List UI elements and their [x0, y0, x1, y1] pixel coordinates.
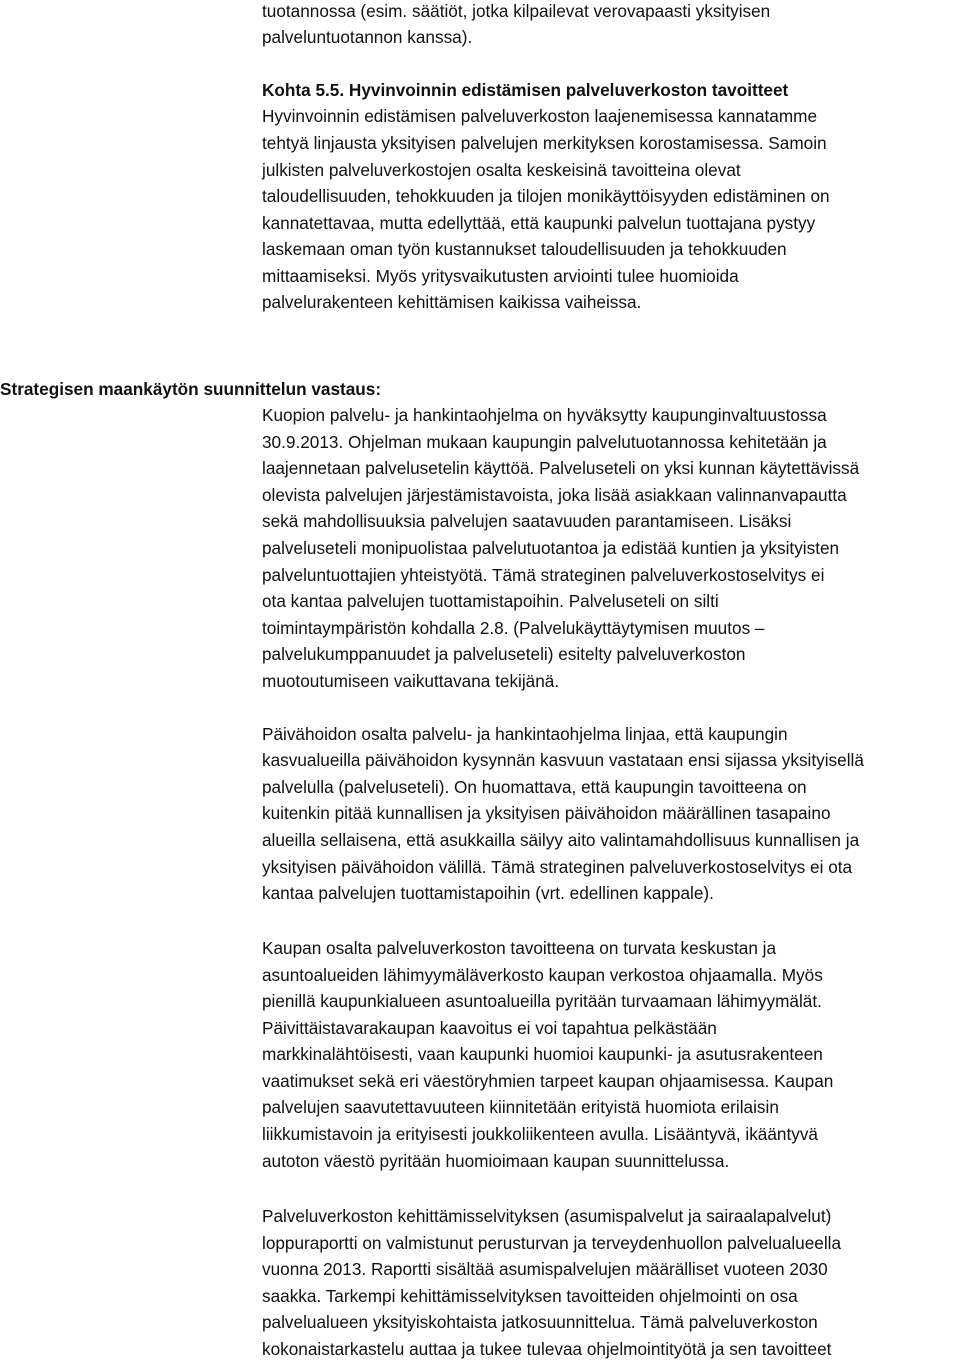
- text-line: markkinalähtöisesti, vaan kaupunki huomioi kaupunki- ja asutusrakenteen: [262, 1044, 823, 1064]
- text-line: kantaa palvelujen tuottamistapoihin (vrt. edellinen kappale).: [262, 883, 714, 903]
- text-line: kannatettavaa, mutta edellyttää, että kaupunki palvelun tuottajana pystyy: [262, 213, 816, 233]
- text-line: laajennetaan palvelusetelin käyttöä. Palveluseteli on yksi kunnan käytettävissä: [262, 458, 860, 478]
- text-line: mittaamiseksi. Myös yritysvaikutusten arviointi tulee huomioida: [262, 266, 739, 286]
- text-line: Hyvinvoinnin edistämisen palveluverkoston laajenemisessa kannatamme: [262, 106, 818, 126]
- text-line: toimintaympäristön kohdalla 2.8. (Palvelukäyttäytymisen muutos –: [262, 618, 765, 638]
- text-line: palveluntuottajien yhteistyötä. Tämä strateginen palveluverkostoselvitys ei: [262, 565, 825, 585]
- text-line: tuotannossa (esim. säätiöt, jotka kilpailevat verovapaasti yksityisen: [262, 1, 771, 21]
- text-line: palvelujen saavutettavuuteen kiinnitetään erityistä huomiota erilaisin: [262, 1097, 779, 1117]
- text-line: tehtyä linjausta yksityisen palvelujen merkityksen korostamisessa. Samoin: [262, 133, 827, 153]
- text-line: palvelulla (palveluseteli). On huomattava, että kaupungin tavoitteena on: [262, 777, 807, 797]
- text-line: palvelurakenteen kehittämisen kaikissa vaiheissa.: [262, 292, 642, 312]
- text-line: kokonaistarkastelu auttaa ja tukee tulevaa ohjelmointityötä ja sen tavoitteet: [262, 1339, 832, 1359]
- text-line: palvelualueen yksityiskohtaista jatkosuunnittelua. Tämä palveluverkoston: [262, 1312, 818, 1332]
- text-line: olevista palvelujen järjestämistavoista, joka lisää asiakkaan valinnanvapautta: [262, 485, 847, 505]
- text-line: taloudellisuuden, tehokkuuden ja tilojen monikäyttöisyyden edistäminen on: [262, 186, 830, 206]
- response-heading: Strategisen maankäytön suunnittelun vastaus:: [0, 379, 382, 399]
- text-line: 30.9.2013. Ohjelman mukaan kaupungin palvelutuotannossa kehitetään ja: [262, 432, 827, 452]
- text-line: Palveluverkoston kehittämisselvityksen (asumispalvelut ja sairaalapalvelut): [262, 1206, 832, 1226]
- text-line: Kaupan osalta palveluverkoston tavoitteena on turvata keskustan ja: [262, 938, 777, 958]
- text-line: autoton väestö pyritään huomioimaan kaupan suunnittelussa.: [262, 1151, 730, 1171]
- text-line: loppuraportti on valmistunut perusturvan ja terveydenhuollon palvelualueella: [262, 1233, 842, 1253]
- text-line: palvelukumppanuudet ja palveluseteli) esitelty palveluverkoston: [262, 644, 746, 664]
- text-line: ota kantaa palvelujen tuottamistapoihin. Palveluseteli on silti: [262, 591, 719, 611]
- text-line: alueilla sellaisena, että asukkailla säilyy aito valintamahdollisuus kunnallisen ja: [262, 830, 860, 850]
- text-line: liikkumistavoin ja erityisesti joukkoliikenteen avulla. Lisääntyvä, ikääntyvä: [262, 1124, 818, 1144]
- text-line: vaatimukset sekä eri väestöryhmien tarpeet kaupan ohjaamisessa. Kaupan: [262, 1071, 834, 1091]
- text-line: Päivittäistavarakaupan kaavoitus ei voi tapahtua pelkästään: [262, 1018, 717, 1038]
- text-line: asuntoalueiden lähimyymäläverkosto kaupan verkostoa ohjaamalla. Myös: [262, 965, 823, 985]
- text-line: Päivähoidon osalta palvelu- ja hankintaohjelma linjaa, että kaupungin: [262, 724, 788, 744]
- text-line: saakka. Tarkempi kehittämisselvityksen tavoitteiden ohjelmointi on osa: [262, 1286, 798, 1306]
- text-line: palveluseteli monipuolistaa palvelutuotantoa ja edistää kuntien ja yksityisten: [262, 538, 840, 558]
- text-line: kasvualueilla päivähoidon kysynnän kasvuun vastataan ensi sijassa yksityisellä: [262, 750, 864, 770]
- text-line: sekä mahdollisuuksia palvelujen saatavuuden parantamiseen. Lisäksi: [262, 511, 792, 531]
- text-line: kuitenkin pitää kunnallisen ja yksityisen päivähoidon määrällinen tasapaino: [262, 803, 831, 823]
- text-line: julkisten palveluverkostojen osalta keskeisinä tavoitteina olevat: [262, 160, 741, 180]
- text-line: vuonna 2013. Raportti sisältää asumispalvelujen määrälliset vuoteen 2030: [262, 1259, 828, 1279]
- text-line: laskemaan oman työn kustannukset taloudellisuuden ja tehokkuuden: [262, 239, 787, 259]
- section-heading: Kohta 5.5. Hyvinvoinnin edistämisen palveluverkoston tavoitteet: [262, 80, 789, 100]
- text-line: pienillä kaupunkialueen asuntoalueilla pyritään turvaamaan lähimyymälät.: [262, 991, 822, 1011]
- text-line: muotoutumiseen vaikuttavana tekijänä.: [262, 671, 560, 691]
- text-line: Kuopion palvelu- ja hankintaohjelma on hyväksytty kaupunginvaltuustossa: [262, 405, 827, 425]
- text-line: yksityisen päivähoidon välillä. Tämä strateginen palveluverkostoselvitys ei ota: [262, 857, 853, 877]
- text-line: palveluntuotannon kanssa).: [262, 27, 473, 47]
